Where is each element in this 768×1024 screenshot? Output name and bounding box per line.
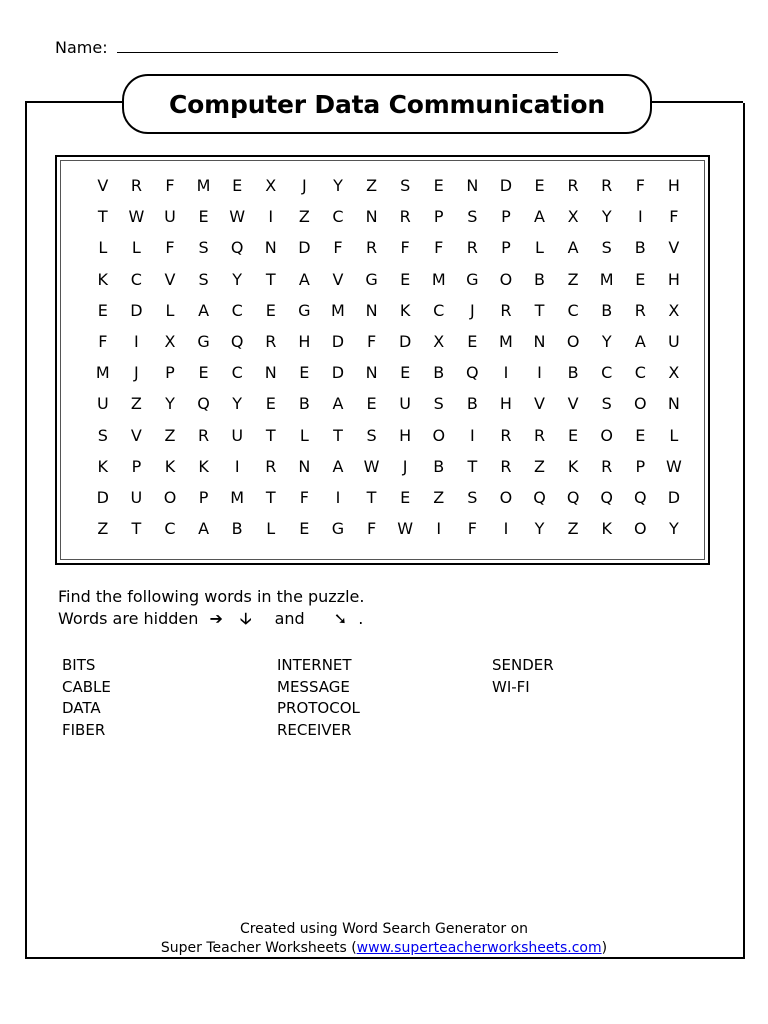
grid-letter: E [400,269,411,289]
word-column [492,655,707,741]
grid-letter: R [265,332,277,352]
grid-letter: O [634,519,647,539]
arrow-down-icon: 🡣 [239,609,252,628]
grid-letter: I [234,456,240,476]
footer-line-1: Created using Word Search Generator on [239,921,529,937]
grid-letter: N [533,332,546,352]
grid-row [86,264,691,295]
word-item: PROTOCOL [277,699,360,717]
grid-letter: F [467,519,477,539]
instructions-line-2 [58,608,364,630]
word-item: CABLE [62,677,111,696]
grid-letter: I [637,207,643,227]
grid-letter: L [131,238,141,258]
name-row [55,38,558,57]
grid-letter: P [501,238,511,258]
grid-letter: E [467,332,478,352]
grid-letter: C [164,519,176,539]
grid-row [86,388,691,419]
footer-line-2 [0,939,768,958]
grid-letter: A [567,238,579,258]
grid-letter: G [365,269,378,289]
grid-letter: F [299,487,309,507]
grid-letter: I [268,207,274,227]
grid-letter: C [567,300,579,320]
grid-letter: X [433,332,445,352]
grid-letter: K [97,456,109,476]
grid-letter: Q [466,363,479,383]
grid-letter: Z [567,519,579,539]
grid-letter: E [635,425,646,445]
grid-letter: B [466,394,478,414]
grid-letter: R [500,425,512,445]
grid-letter: M [331,300,345,320]
grid-letter: S [198,238,209,258]
grid-letter: F [366,332,377,352]
grid-letter: N [365,300,378,320]
grid-letter: S [97,425,108,445]
grid-letter: E [635,269,646,289]
grid-letter: Z [433,487,445,507]
grid-letter: S [467,207,478,227]
grid-letter: R [500,300,512,320]
grid-letter: W [665,456,682,476]
word-item: SENDER [492,656,554,674]
grid-letter: K [601,519,612,539]
word-item: BITS [62,656,96,674]
grid-letter: T [265,269,276,289]
grid-letter: F [400,238,410,258]
grid-letter: W [363,456,380,476]
grid-letter: A [332,394,344,414]
grid-letter: S [601,238,612,258]
grid-letter: E [299,519,310,539]
grid-letter: N [298,456,311,476]
grid-letter: N [667,394,680,414]
grid-letter: T [131,519,142,539]
grid-letter: F [165,238,175,258]
grid-letter: Q [533,487,546,507]
grid-letter: V [130,425,142,445]
grid-letter: G [331,519,345,539]
grid-letter: U [164,207,176,227]
grid-letter: D [331,363,345,383]
grid-letter: G [197,332,210,352]
grid-letter: O [432,425,446,445]
grid-letter: R [399,207,411,227]
grid-letter: X [567,207,579,227]
grid-letter: J [402,456,408,476]
grid-letter: R [198,425,210,445]
grid-letter: A [198,519,210,539]
arrow-diagonal-icon: ➘ [333,609,348,628]
grid-letter: A [298,269,310,289]
grid-letter: H [667,269,680,289]
grid-letter: R [634,300,646,320]
grid-letter: O [634,394,647,414]
grid-letter: F [635,176,645,196]
grid-row [86,420,691,451]
grid-letter: Z [567,269,579,289]
grid-letter: E [265,394,276,414]
grid-letter: I [503,363,509,383]
footer-prefix: Super Teacher Worksheets ( [160,940,357,956]
grid-letter: Y [232,394,243,414]
grid-letter: K [399,300,411,320]
grid-letter: B [534,269,545,289]
grid-letter: D [398,332,412,352]
grid-letter: Z [534,456,545,476]
grid-letter: Z [298,207,310,227]
grid-letter: E [433,176,444,196]
grid-letter: P [165,363,175,383]
word-column [277,655,492,741]
grid-letter: R [567,176,579,196]
grid-letter: L [266,519,276,539]
grid-letter: Q [566,487,580,507]
grid-letter: K [164,456,176,476]
grid-letter: N [264,238,277,258]
grid-letter: O [163,487,177,507]
grid-letter: A [332,456,344,476]
grid-letter: I [469,425,475,445]
grid-letter: X [265,176,277,196]
grid-letter: B [433,456,445,476]
grid-letter: C [231,363,243,383]
instructions-line-1: Find the following words in the puzzle. [58,587,365,606]
grid-letter: V [668,238,680,258]
grid-letter: Q [197,394,210,414]
word-search-grid [86,170,691,544]
grid-letter: Y [232,269,243,289]
grid-letter: G [298,300,311,320]
grid-letter: J [469,300,475,320]
grid-letter: V [97,176,109,196]
grid-letter: S [433,394,444,414]
grid-letter: R [265,456,277,476]
grid-letter: Q [600,487,613,507]
grid-letter: H [298,332,311,352]
grid-letter: G [466,269,479,289]
grid-letter: K [567,456,579,476]
grid-letter: F [165,176,175,196]
grid-row [86,451,691,482]
grid-letter: K [198,456,209,476]
word-item: INTERNET [277,656,352,674]
grid-letter: H [399,425,412,445]
grid-letter: I [335,487,341,507]
grid-letter: Y [601,207,612,227]
grid-row [86,201,691,232]
grid-row [86,170,691,201]
grid-letter: A [534,207,545,227]
grid-letter: D [331,332,345,352]
grid-letter: C [130,269,142,289]
grid-letter: S [366,425,377,445]
grid-letter: F [98,332,108,352]
grid-letter: T [366,487,377,507]
grid-letter: E [534,176,545,196]
footer-suffix: ) [601,940,608,956]
grid-letter: D [130,300,143,320]
grid-row [86,513,691,544]
grid-letter: W [229,207,246,227]
grid-letter: I [436,519,442,539]
grid-letter: F [669,207,679,227]
grid-row [86,482,691,513]
grid-letter: B [298,394,310,414]
grid-letter: D [499,176,513,196]
grid-letter: S [467,487,478,507]
grid-letter: C [634,363,646,383]
grid-letter: V [567,394,579,414]
frame-top-left-edge [25,101,127,103]
grid-letter: O [499,269,513,289]
grid-letter: C [601,363,613,383]
name-blank-line[interactable] [117,38,558,53]
word-item: DATA [62,699,101,717]
grid-letter: Z [97,519,109,539]
grid-letter: D [667,487,681,507]
grid-letter: Y [601,332,612,352]
grid-letter: V [164,269,176,289]
arrow-right-icon: ➔ [209,609,223,628]
grid-letter: T [534,300,545,320]
grid-letter: R [130,176,142,196]
grid-letter: L [669,425,679,445]
grid-letter: R [466,238,478,258]
grid-letter: S [198,269,209,289]
grid-letter: L [165,300,175,320]
grid-letter: I [537,363,542,383]
grid-letter: T [265,487,276,507]
grid-letter: E [400,363,411,383]
grid-letter: P [198,487,209,507]
grid-letter: Y [669,519,679,539]
grid-letter: B [634,238,646,258]
grid-letter: X [668,363,680,383]
page-title: Computer Data Communication [169,89,605,119]
grid-letter: Y [333,176,343,196]
grid-letter: O [600,425,613,445]
grid-letter: B [601,300,613,320]
grid-letter: U [668,332,680,352]
grid-letter: U [399,394,411,414]
grid-letter: T [265,425,276,445]
grid-letter: P [131,456,142,476]
grid-letter: P [635,456,646,476]
grid-letter: M [230,487,245,507]
grid-letter: M [499,332,513,352]
grid-letter: C [332,207,344,227]
word-list [62,655,707,741]
grid-letter: X [668,300,680,320]
instructions [58,586,364,630]
grid-letter: N [365,363,378,383]
grid-letter: N [264,363,277,383]
grid-letter: I [134,332,139,352]
grid-letter: R [365,238,378,258]
grid-letter: R [601,456,613,476]
grid-letter: O [499,487,513,507]
grid-letter: R [500,456,512,476]
grid-letter: N [466,176,479,196]
grid-letter: R [533,425,546,445]
grid-letter: Q [634,487,647,507]
grid-letter: E [400,487,411,507]
grid-letter: S [601,394,612,414]
grid-letter: L [535,238,544,258]
grid-letter: C [231,300,243,320]
grid-letter: L [299,425,309,445]
grid-row [86,326,691,357]
grid-letter: A [198,300,210,320]
grid-letter: V [332,269,344,289]
grid-letter: Q [230,238,244,258]
grid-letter: Z [164,425,176,445]
grid-letter: K [97,269,109,289]
grid-letter: C [433,300,445,320]
grid-letter: W [397,519,414,539]
grid-letter: M [95,363,110,383]
grid-letter: U [130,487,143,507]
grid-letter: Y [534,519,545,539]
word-item: WI-FI [492,677,530,696]
grid-letter: P [433,207,444,227]
grid-letter: M [196,176,211,196]
grid-letter: U [96,394,109,414]
grid-letter: Z [130,394,142,414]
grid-letter: F [366,519,377,539]
grid-letter: N [365,207,378,227]
grid-letter: U [231,425,244,445]
grid-letter: H [667,176,680,196]
grid-letter: F [434,238,444,258]
grid-row [86,232,691,263]
grid-letter: E [568,425,579,445]
grid-letter: V [534,394,545,414]
grid-letter: T [97,207,108,227]
name-label: Name: [55,38,108,57]
grid-letter: B [433,363,445,383]
grid-letter: E [198,207,209,227]
grid-letter: A [634,332,646,352]
grid-letter: P [501,207,511,227]
grid-letter: E [299,363,310,383]
grid-letter: J [134,363,139,383]
grid-letter: O [566,332,580,352]
grid-letter: E [265,300,276,320]
grid-letter: T [467,456,478,476]
grid-letter: Z [366,176,378,196]
grid-letter: R [601,176,613,196]
footer [0,920,768,958]
grid-letter: B [567,363,579,383]
frame-top-right-edge [643,101,743,103]
grid-letter: D [96,487,109,507]
grid-letter: E [97,300,108,320]
footer-link[interactable]: www.superteacherworksheets.com [356,940,602,956]
grid-letter: E [198,363,209,383]
grid-letter: E [366,394,377,414]
grid-letter: B [231,519,243,539]
grid-letter: I [503,519,509,539]
grid-letter: W [128,207,145,227]
grid-letter: L [98,238,108,258]
grid-letter: J [302,176,307,196]
grid-letter: M [599,269,614,289]
grid-letter: F [333,238,343,258]
word-item: RECEIVER [277,720,352,739]
grid-row [86,295,691,326]
word-column [62,655,277,741]
word-item: MESSAGE [277,677,350,696]
grid-letter: Q [230,332,244,352]
instructions-period: . [358,609,364,628]
grid-row [86,357,691,388]
instructions-hidden-label: Words are hidden [58,609,199,628]
grid-letter: H [499,394,512,414]
word-item: FIBER [62,720,106,739]
instructions-and-label: and [274,609,305,628]
grid-letter: S [400,176,411,196]
grid-letter: Y [165,394,175,414]
grid-letter: T [333,425,343,445]
grid-letter: E [232,176,243,196]
title-banner [122,74,652,134]
grid-letter: X [164,332,176,352]
grid-letter: M [431,269,446,289]
grid-letter: D [298,238,311,258]
